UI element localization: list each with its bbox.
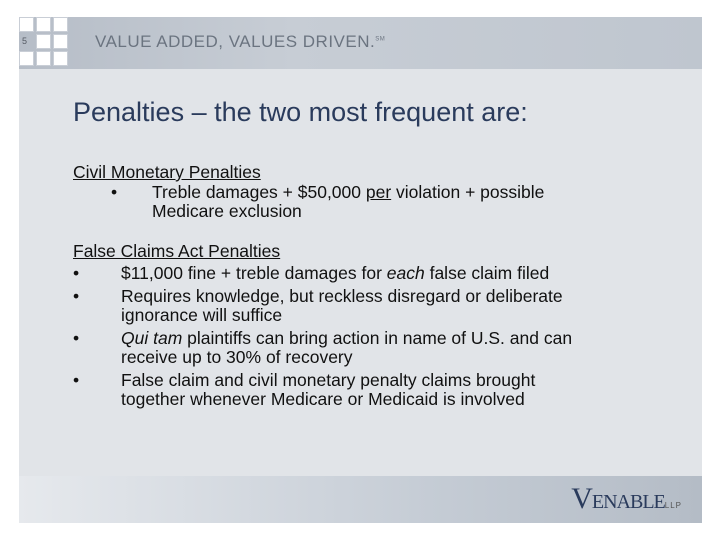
- bullet-text: violation + possible: [391, 181, 545, 202]
- venable-logo: [571, 482, 682, 516]
- grid-cell: [53, 51, 68, 66]
- bullet-icon: •: [73, 327, 80, 348]
- tagline: [95, 32, 385, 52]
- bullet-text: ignorance will suffice: [121, 305, 283, 325]
- fca-penalties-heading: False Claims Act Penalties: [73, 240, 281, 261]
- slide: [19, 17, 702, 523]
- bullet-text: plaintiffs can bring action in name of U.S. and can: [182, 327, 573, 348]
- bullet-text: $11,000 fine + treble damages for: [121, 263, 387, 283]
- grid-cell: [36, 51, 51, 66]
- slide-content: [73, 163, 673, 410]
- bullet-text: Requires knowledge, but reckless disregard or deliberate: [121, 285, 563, 306]
- italic-word: each: [386, 263, 425, 283]
- logo-initial: V: [571, 482, 592, 515]
- underlined-word: per: [365, 181, 392, 202]
- grid-cell: [36, 34, 51, 49]
- bullet-text: False claim and civil monetary penalty claims brought: [121, 369, 536, 390]
- logo-text: ENABLE: [591, 491, 665, 513]
- bullet-icon: •: [73, 263, 80, 283]
- footer-band: [19, 476, 702, 523]
- header-band: [19, 17, 702, 69]
- bullet-text: Medicare exclusion: [152, 201, 302, 221]
- list-item: [73, 287, 673, 326]
- logo-llp: LLP: [664, 501, 682, 510]
- bullet-text: together whenever Medicare or Medicaid is involved: [121, 389, 525, 409]
- italic-word: Qui tam: [121, 327, 183, 348]
- list-item: [73, 183, 673, 222]
- tagline-text: VALUE ADDED, VALUES DRIVEN.: [95, 32, 376, 51]
- bullet-icon: •: [73, 369, 80, 390]
- grid-cell: [53, 17, 68, 32]
- grid-cell: [19, 17, 34, 32]
- list-item: [73, 264, 673, 284]
- bullet-text: false claim filed: [424, 263, 550, 283]
- grid-cell: [36, 17, 51, 32]
- slide-title: Penalties – the two most frequent are:: [73, 97, 528, 127]
- civil-penalties-heading: Civil Monetary Penalties: [73, 162, 261, 182]
- service-mark: SM: [375, 36, 386, 43]
- bullet-text: receive up to 30% of recovery: [121, 347, 353, 367]
- bullet-icon: •: [73, 285, 80, 306]
- slide-number: 5: [22, 36, 28, 46]
- grid-cell: [53, 34, 68, 49]
- list-item: [73, 371, 673, 410]
- grid-logo-block: [19, 17, 71, 69]
- grid-cell: [19, 51, 34, 66]
- bullet-text: Treble damages + $50,000: [152, 181, 366, 202]
- list-item: [73, 329, 673, 368]
- bullet-icon: •: [111, 181, 118, 202]
